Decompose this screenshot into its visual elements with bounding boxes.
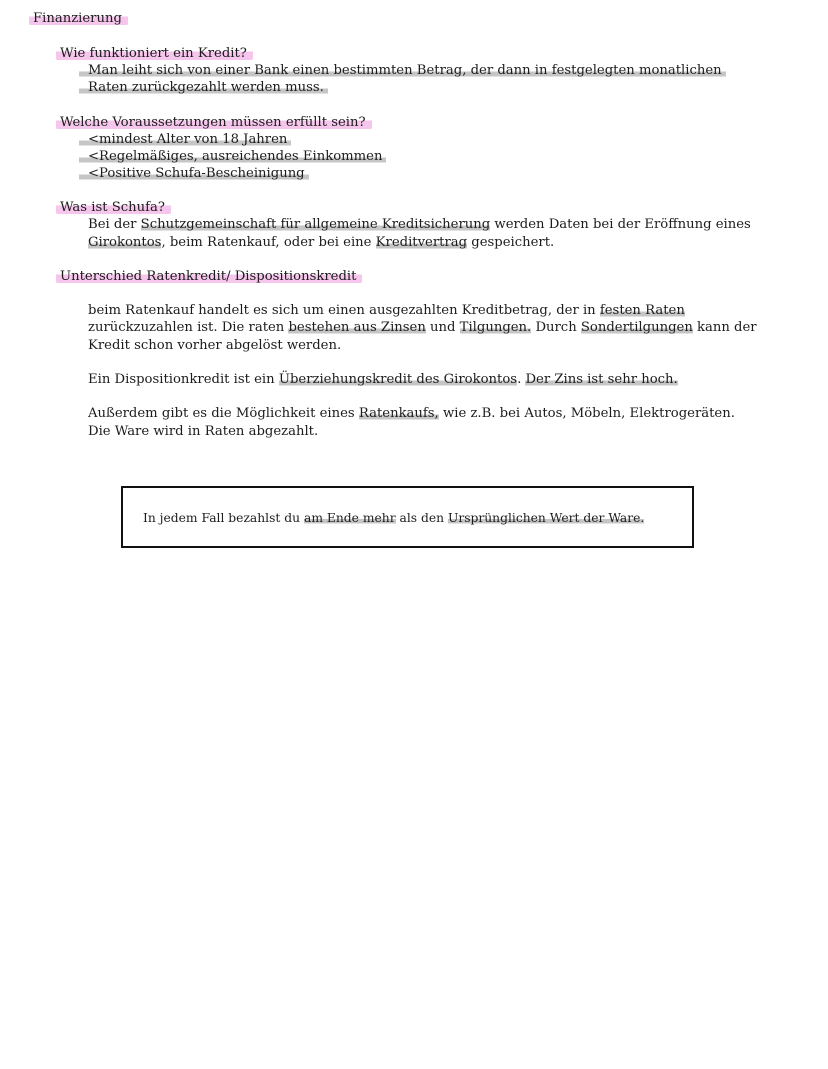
- heading-schufa: Was ist Schufa?: [56, 199, 171, 217]
- summary-box: [121, 486, 694, 548]
- summary-text: In jedem Fall bezahlst du am Ende mehr als den Ursprünglichen Wert der Ware.: [143, 511, 645, 525]
- heading-voraussetzungen: Welche Voraussetzungen müssen erfüllt sein?: [56, 114, 372, 132]
- schufa-line-1: Bei der Schutzgemeinschaft für allgemeine Kreditsicherung werden Daten bei der Eröffnung eines: [88, 217, 751, 232]
- unterschied-p2: Ein Dispositionkredit ist ein Überziehungskredit des Girokontos. Der Zins ist sehr hoch.: [88, 372, 678, 387]
- heading-unterschied: Unterschied Ratenkredit/ Dispositionskredit: [56, 268, 362, 286]
- heading-kredit: Wie funktioniert ein Kredit?: [56, 45, 253, 63]
- unterschied-p1-line-3: Kredit schon vorher abgelöst werden.: [88, 338, 342, 353]
- schufa-line-2: Girokontos, beim Ratenkauf, oder bei eine Kreditvertrag gespeichert.: [88, 235, 555, 250]
- list-item: <Regelmäßiges, ausreichendes Einkommen: [88, 148, 386, 166]
- list-item: <Positive Schufa-Bescheinigung: [88, 165, 309, 183]
- list-item: <mindest Alter von 18 Jahren: [88, 131, 291, 149]
- unterschied-p1-line-2: zurückzuzahlen ist. Die raten bestehen aus Zinsen und Tilgungen. Durch Sondertilgungen kann der: [88, 320, 757, 335]
- page-title: Finanzierung: [29, 10, 128, 28]
- unterschied-p3-line-1: Außerdem gibt es die Möglichkeit eines Ratenkaufs, wie z.B. bei Autos, Möbeln, Elektrogeräten.: [88, 406, 735, 421]
- unterschied-p1-line-1: beim Ratenkauf handelt es sich um einen ausgezahlten Kreditbetrag, der in festen Raten: [88, 303, 685, 318]
- unterschied-p3-line-2: Die Ware wird in Raten abgezahlt.: [88, 424, 319, 439]
- kredit-line-2: Raten zurückgezahlt werden muss.: [88, 79, 328, 97]
- kredit-line-1: Man leiht sich von einer Bank einen bestimmten Betrag, der dann in festgelegten monatlichen: [88, 62, 726, 80]
